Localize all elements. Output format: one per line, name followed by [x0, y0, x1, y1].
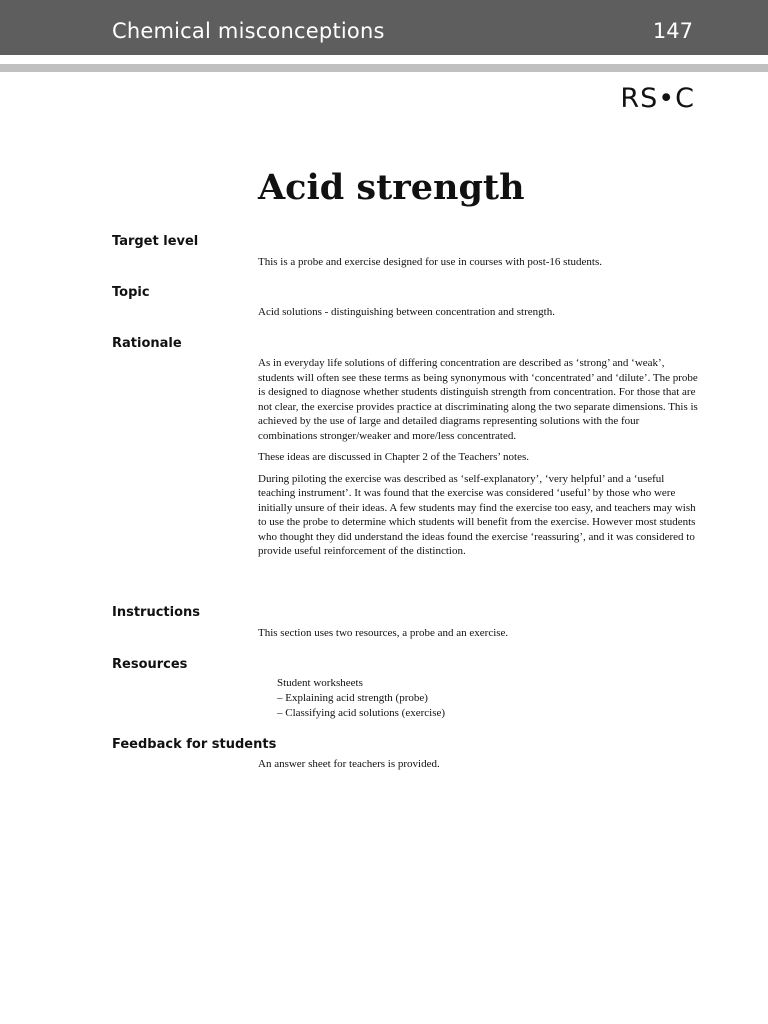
resources-list	[277, 676, 445, 721]
page-header	[0, 0, 768, 55]
label-feedback: Feedback for students	[112, 737, 277, 752]
topic-text: Acid solutions - distinguishing between concentration and strength.	[258, 306, 555, 318]
label-instructions: Instructions	[112, 605, 201, 620]
label-rationale: Rationale	[112, 336, 182, 351]
text-rationale	[258, 356, 698, 566]
text-feedback	[258, 757, 698, 779]
instructions-text: This section uses two resources, a probe and an exercise.	[258, 627, 509, 639]
feedback-text: An answer sheet for teachers is provided.	[258, 758, 440, 770]
list-item: Student worksheets	[277, 677, 363, 689]
rsc-logo: RS•C	[620, 83, 695, 114]
page-number: 147	[652, 19, 693, 43]
text-topic	[258, 305, 698, 327]
target-level-text: This is a probe and exercise designed for use in courses with post-16 students.	[258, 256, 602, 268]
list-item: – Explaining acid strength (probe)	[277, 692, 428, 704]
text-target-level	[258, 255, 698, 277]
rationale-paragraph: As in everyday life solutions of differing concentration are described as ‘strong’ and ‘weak’, students will often see these terms as being synonymous with ‘concentrated’ and ‘dilute’. The probe is designed to diagnose whether students distinguish strength from concentration. For those that are not clear, the exercise provides practice at discriminating along the two separate dimensions. This is achieved by the use of large and detailed diagrams representing solutions with the four combinations stronger/weaker and more/less concentrated.	[258, 357, 698, 442]
label-target-level: Target level	[112, 234, 199, 249]
document-title: Acid strength	[258, 167, 525, 208]
list-item: – Classifying acid solutions (exercise)	[277, 707, 446, 719]
label-topic: Topic	[112, 285, 150, 300]
header-title: Chemical misconceptions	[112, 19, 385, 43]
rationale-paragraph: During piloting the exercise was described as ‘self-explanatory’, ‘very helpful’ and a ‘useful teaching instrument’. It was found that the exercise was considered ‘useful’ by those who were initially unsure of their ideas. A few students may find the exercise too easy, and teachers may wish to use the probe to determine which students will benefit from the exercise. However most students who thought they did understand the ideas found the exercise ‘reassuring’, and it was considered to provide useful reinforcement of the distinction.	[258, 472, 696, 557]
header-rule	[0, 64, 768, 72]
text-instructions	[258, 626, 698, 648]
rationale-paragraph: These ideas are discussed in Chapter 2 of the Teachers’ notes.	[258, 451, 529, 463]
label-resources: Resources	[112, 657, 188, 672]
